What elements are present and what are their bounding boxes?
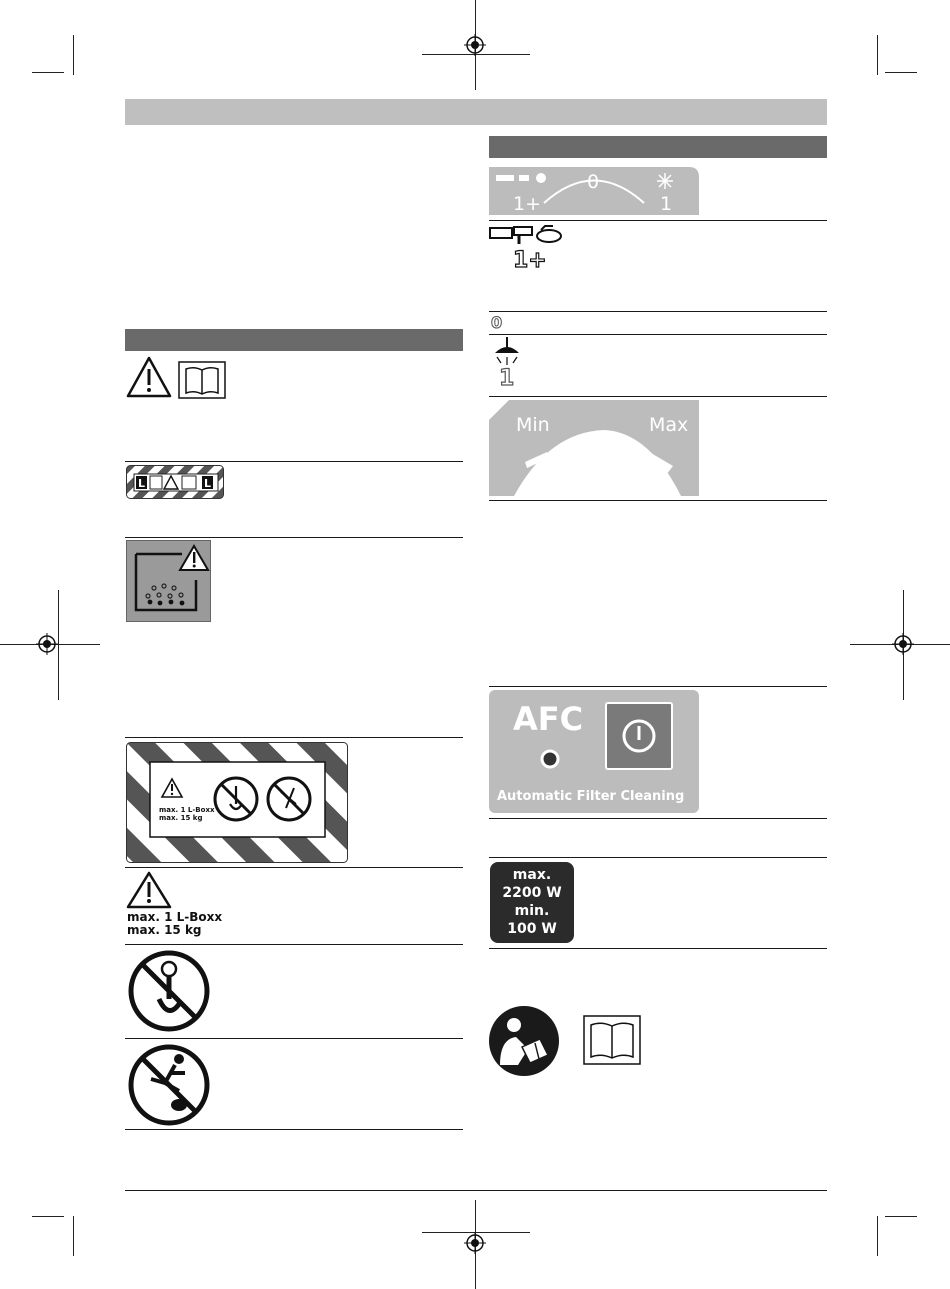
suction-power-dial xyxy=(489,400,699,496)
divider xyxy=(489,818,827,819)
divider xyxy=(125,537,463,538)
power-max-label: max. xyxy=(512,867,552,883)
divider xyxy=(125,1038,463,1039)
mode-1-label: 1 xyxy=(499,366,515,391)
dust-container-warning-icon xyxy=(126,540,211,622)
divider xyxy=(125,461,463,462)
afc-title: AFC xyxy=(513,700,584,738)
registration-mark-icon xyxy=(464,34,486,56)
weight-limit-text: max. 15 kg xyxy=(127,923,202,937)
svg-text:L: L xyxy=(204,477,212,490)
switch-label-1: 1 xyxy=(660,193,673,215)
power-icon xyxy=(607,704,671,768)
divider xyxy=(489,857,827,858)
warning-triangle-icon xyxy=(126,870,172,910)
lboxx-warning-sticker xyxy=(126,742,348,863)
sticker-lboxx-limit: max. 1 L-Boxx xyxy=(159,806,215,814)
divider xyxy=(489,311,827,312)
power-tools-icon xyxy=(489,224,565,246)
svg-text:L: L xyxy=(138,477,146,490)
read-manual-book-icon xyxy=(178,361,226,399)
afc-indicator-led-icon xyxy=(539,748,561,770)
power-min-label: min. xyxy=(514,903,550,919)
divider xyxy=(125,1129,463,1130)
power-min-value: 100 W xyxy=(507,921,557,937)
divider xyxy=(489,500,827,501)
no-riding-icon xyxy=(127,1043,211,1127)
mode-1plus-label: 1+ xyxy=(513,248,547,273)
suction-min-label: Min xyxy=(516,414,550,436)
afc-power-button[interactable] xyxy=(605,702,673,770)
divider xyxy=(489,686,827,687)
divider xyxy=(489,948,827,949)
mode-switch-panel xyxy=(489,163,699,215)
sticker-weight-limit: max. 15 kg xyxy=(159,814,203,822)
lboxx-symbol-strip-icon xyxy=(126,465,224,499)
afc-panel xyxy=(489,690,699,813)
afc-caption: Automatic Filter Cleaning xyxy=(497,789,685,804)
divider xyxy=(489,334,827,335)
footer-rule xyxy=(125,1190,827,1191)
read-instructions-person-icon xyxy=(488,1005,560,1077)
divider xyxy=(125,867,463,868)
no-crane-lifting-icon xyxy=(127,949,211,1033)
suction-max-label: Max xyxy=(649,414,689,436)
warning-triangle-icon xyxy=(126,355,172,399)
divider xyxy=(125,944,463,945)
switch-label-1plus: 1+ xyxy=(513,193,542,215)
divider xyxy=(489,396,827,397)
manual-book-icon xyxy=(583,1015,641,1065)
power-rating-badge xyxy=(490,862,574,943)
registration-mark-icon xyxy=(892,633,914,655)
power-max-value: 2200 W xyxy=(502,885,562,901)
lboxx-limit-text: max. 1 L-Boxx xyxy=(127,910,223,924)
vacuum-nozzle-icon xyxy=(491,337,523,367)
header-band xyxy=(125,99,827,125)
switch-label-0: 0 xyxy=(587,171,600,193)
divider xyxy=(125,737,463,738)
registration-mark-icon xyxy=(36,633,58,655)
mode-0-label: 0 xyxy=(491,313,503,332)
divider xyxy=(489,220,827,221)
left-section-bar xyxy=(125,329,463,351)
right-section-bar xyxy=(489,136,827,158)
registration-mark-icon xyxy=(464,1232,486,1254)
